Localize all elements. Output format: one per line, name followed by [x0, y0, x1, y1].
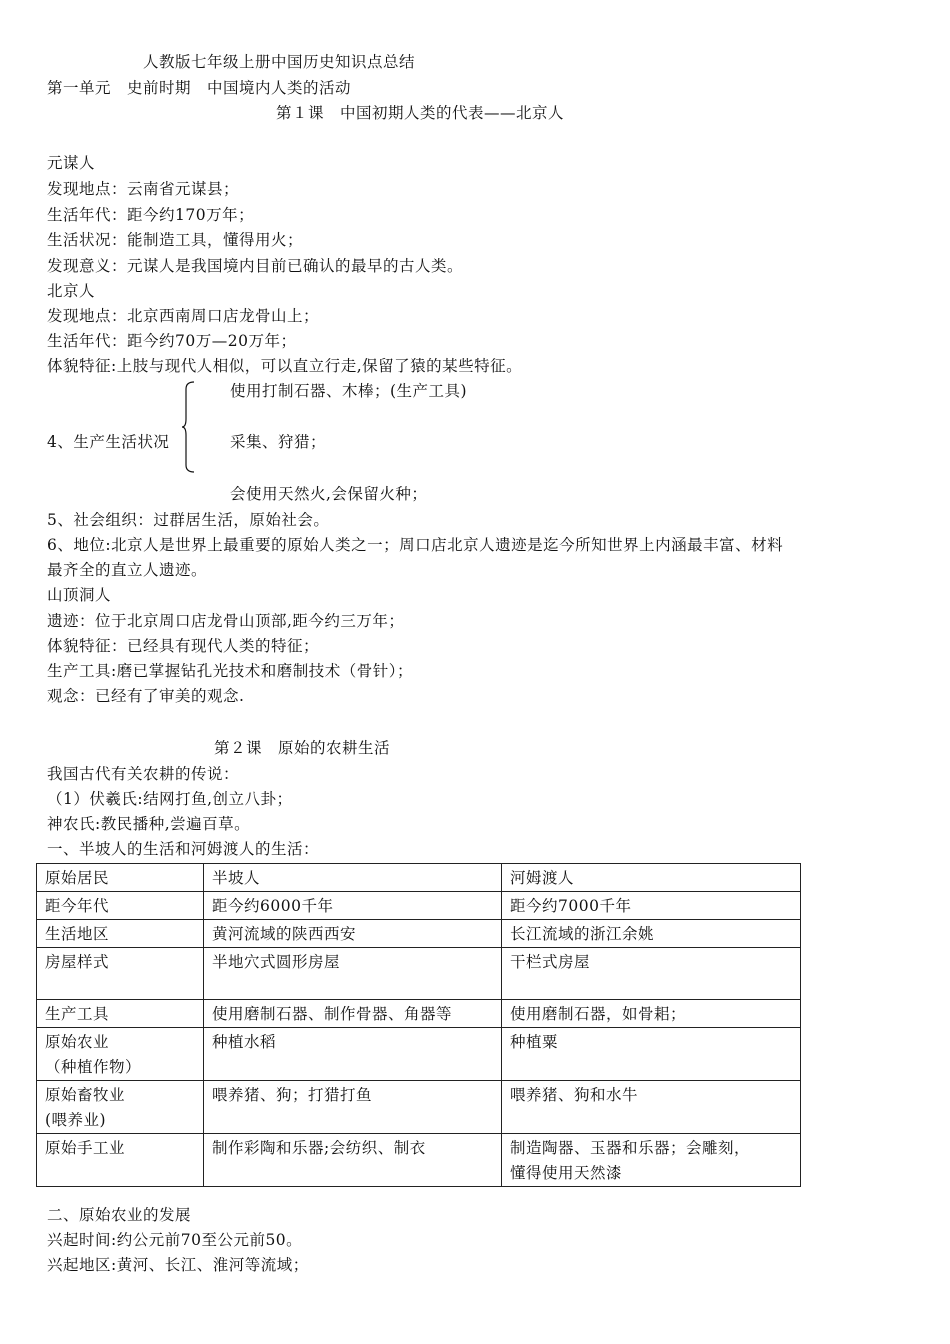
brace-label: 4、生产生活状况: [47, 433, 170, 451]
table-row: [37, 920, 801, 948]
table-cell: 使用磨制石器、制作骨器、角器等: [204, 1000, 502, 1028]
table-cell: 使用磨制石器，如骨耜；: [502, 1000, 801, 1028]
curly-brace-icon: [181, 381, 195, 473]
table-cell: 原始手工业: [37, 1134, 204, 1187]
agri-line: 兴起地区:黄河、长江、淮河等流域；: [47, 1256, 309, 1274]
shanding-line: 观念：已经有了审美的观念.: [47, 687, 245, 705]
table-cell: 半坡人: [204, 864, 502, 892]
table-cell: 生活地区: [37, 920, 204, 948]
table-cell: 距今约6000千年: [204, 892, 502, 920]
table-row: [37, 1028, 801, 1081]
brace-item: 采集、狩猎；: [230, 433, 327, 451]
table-cell: 原始农业 （种植作物）: [37, 1028, 204, 1081]
agri-heading: 二、原始农业的发展: [47, 1206, 192, 1224]
legend-line: 我国古代有关农耕的传说：: [47, 765, 240, 783]
table-cell: 长江流域的浙江余姚: [502, 920, 801, 948]
agri-line: 兴起时间:约公元前70至公元前50。: [47, 1231, 303, 1249]
shanding-heading: 山顶洞人: [47, 586, 112, 604]
table-cell: 黄河流域的陕西西安: [204, 920, 502, 948]
table-cell: 生产工具: [37, 1000, 204, 1028]
beijing-after-line: 6、地位:北京人是世界上最重要的原始人类之一；周口店北京人遗迹是迄今所知世界上内涵最丰富、材料: [47, 536, 784, 554]
shanding-line: 遗迹：位于北京周口店龙骨山顶部,距今约三万年；: [47, 612, 405, 630]
shanding-line: 生产工具:磨已掌握钻孔光技术和磨制技术（骨针）；: [47, 662, 413, 680]
shanding-line: 体貌特征：已经具有现代人类的特征；: [47, 637, 320, 655]
table-cell: 喂养猪、狗和水牛: [502, 1081, 801, 1134]
beijing-line: 生活年代：距今约70万—20万年；: [47, 332, 297, 350]
unit-heading: 第一单元 史前时期 中国境内人类的活动: [47, 79, 352, 97]
table-row: [37, 864, 801, 892]
brace-item: 会使用天然火,会保留火种；: [230, 485, 428, 503]
yuanmou-line: 生活年代：距今约170万年；: [47, 206, 255, 224]
table-cell: 干栏式房屋: [502, 948, 801, 1000]
legend-line: 一、半坡人的生活和河姆渡人的生活：: [47, 840, 320, 858]
table-row: [37, 892, 801, 920]
beijing-line: 体貌特征:上肢与现代人相似，可以直立行走,保留了猿的某些特征。: [47, 357, 523, 375]
table-row: [37, 948, 801, 1000]
table-cell: 半地穴式圆形房屋: [204, 948, 502, 1000]
legend-line: （1）伏羲氏:结网打鱼,创立八卦；: [47, 790, 293, 808]
table-cell: 距今约7000千年: [502, 892, 801, 920]
table-cell: 原始畜牧业 (喂养业): [37, 1081, 204, 1134]
table-cell: 种植水稻: [204, 1028, 502, 1081]
comparison-table: [36, 863, 801, 1187]
beijing-after-line: 5、社会组织：过群居生活，原始社会。: [47, 511, 330, 529]
table-row: [37, 1000, 801, 1028]
brace-item: 使用打制石器、木棒；(生产工具): [230, 382, 468, 400]
lesson-2-title: 第２课 原始的农耕生活: [214, 739, 391, 757]
table-cell: 距今年代: [37, 892, 204, 920]
yuanmou-heading: 元谋人: [47, 154, 96, 172]
table-cell: 种植粟: [502, 1028, 801, 1081]
lesson-1-title: 第１课 中国初期人类的代表——北京人: [276, 104, 565, 122]
legend-line: 神农氏:教民播种,尝遍百草。: [47, 815, 251, 833]
table-cell: 原始居民: [37, 864, 204, 892]
table-row: [37, 1081, 801, 1134]
table-cell: 喂养猪、狗；打猎打鱼: [204, 1081, 502, 1134]
document-title: 人教版七年级上册中国历史知识点总结: [143, 53, 416, 71]
beijing-line: 发现地点：北京西南周口店龙骨山上；: [47, 307, 320, 325]
beijing-heading: 北京人: [47, 282, 96, 300]
table-cell: 河姆渡人: [502, 864, 801, 892]
table-row: [37, 1134, 801, 1187]
table-cell: 房屋样式: [37, 948, 204, 1000]
yuanmou-line: 发现意义：元谋人是我国境内目前已确认的最早的古人类。: [47, 257, 464, 275]
yuanmou-line: 生活状况：能制造工具，懂得用火；: [47, 231, 304, 249]
table-cell: 制作彩陶和乐器;会纺织、制衣: [204, 1134, 502, 1187]
beijing-after-line: 最齐全的直立人遗迹。: [47, 561, 208, 579]
table-cell: 制造陶器、玉器和乐器；会雕刻， 懂得使用天然漆: [502, 1134, 801, 1187]
yuanmou-line: 发现地点：云南省元谋县；: [47, 180, 240, 198]
